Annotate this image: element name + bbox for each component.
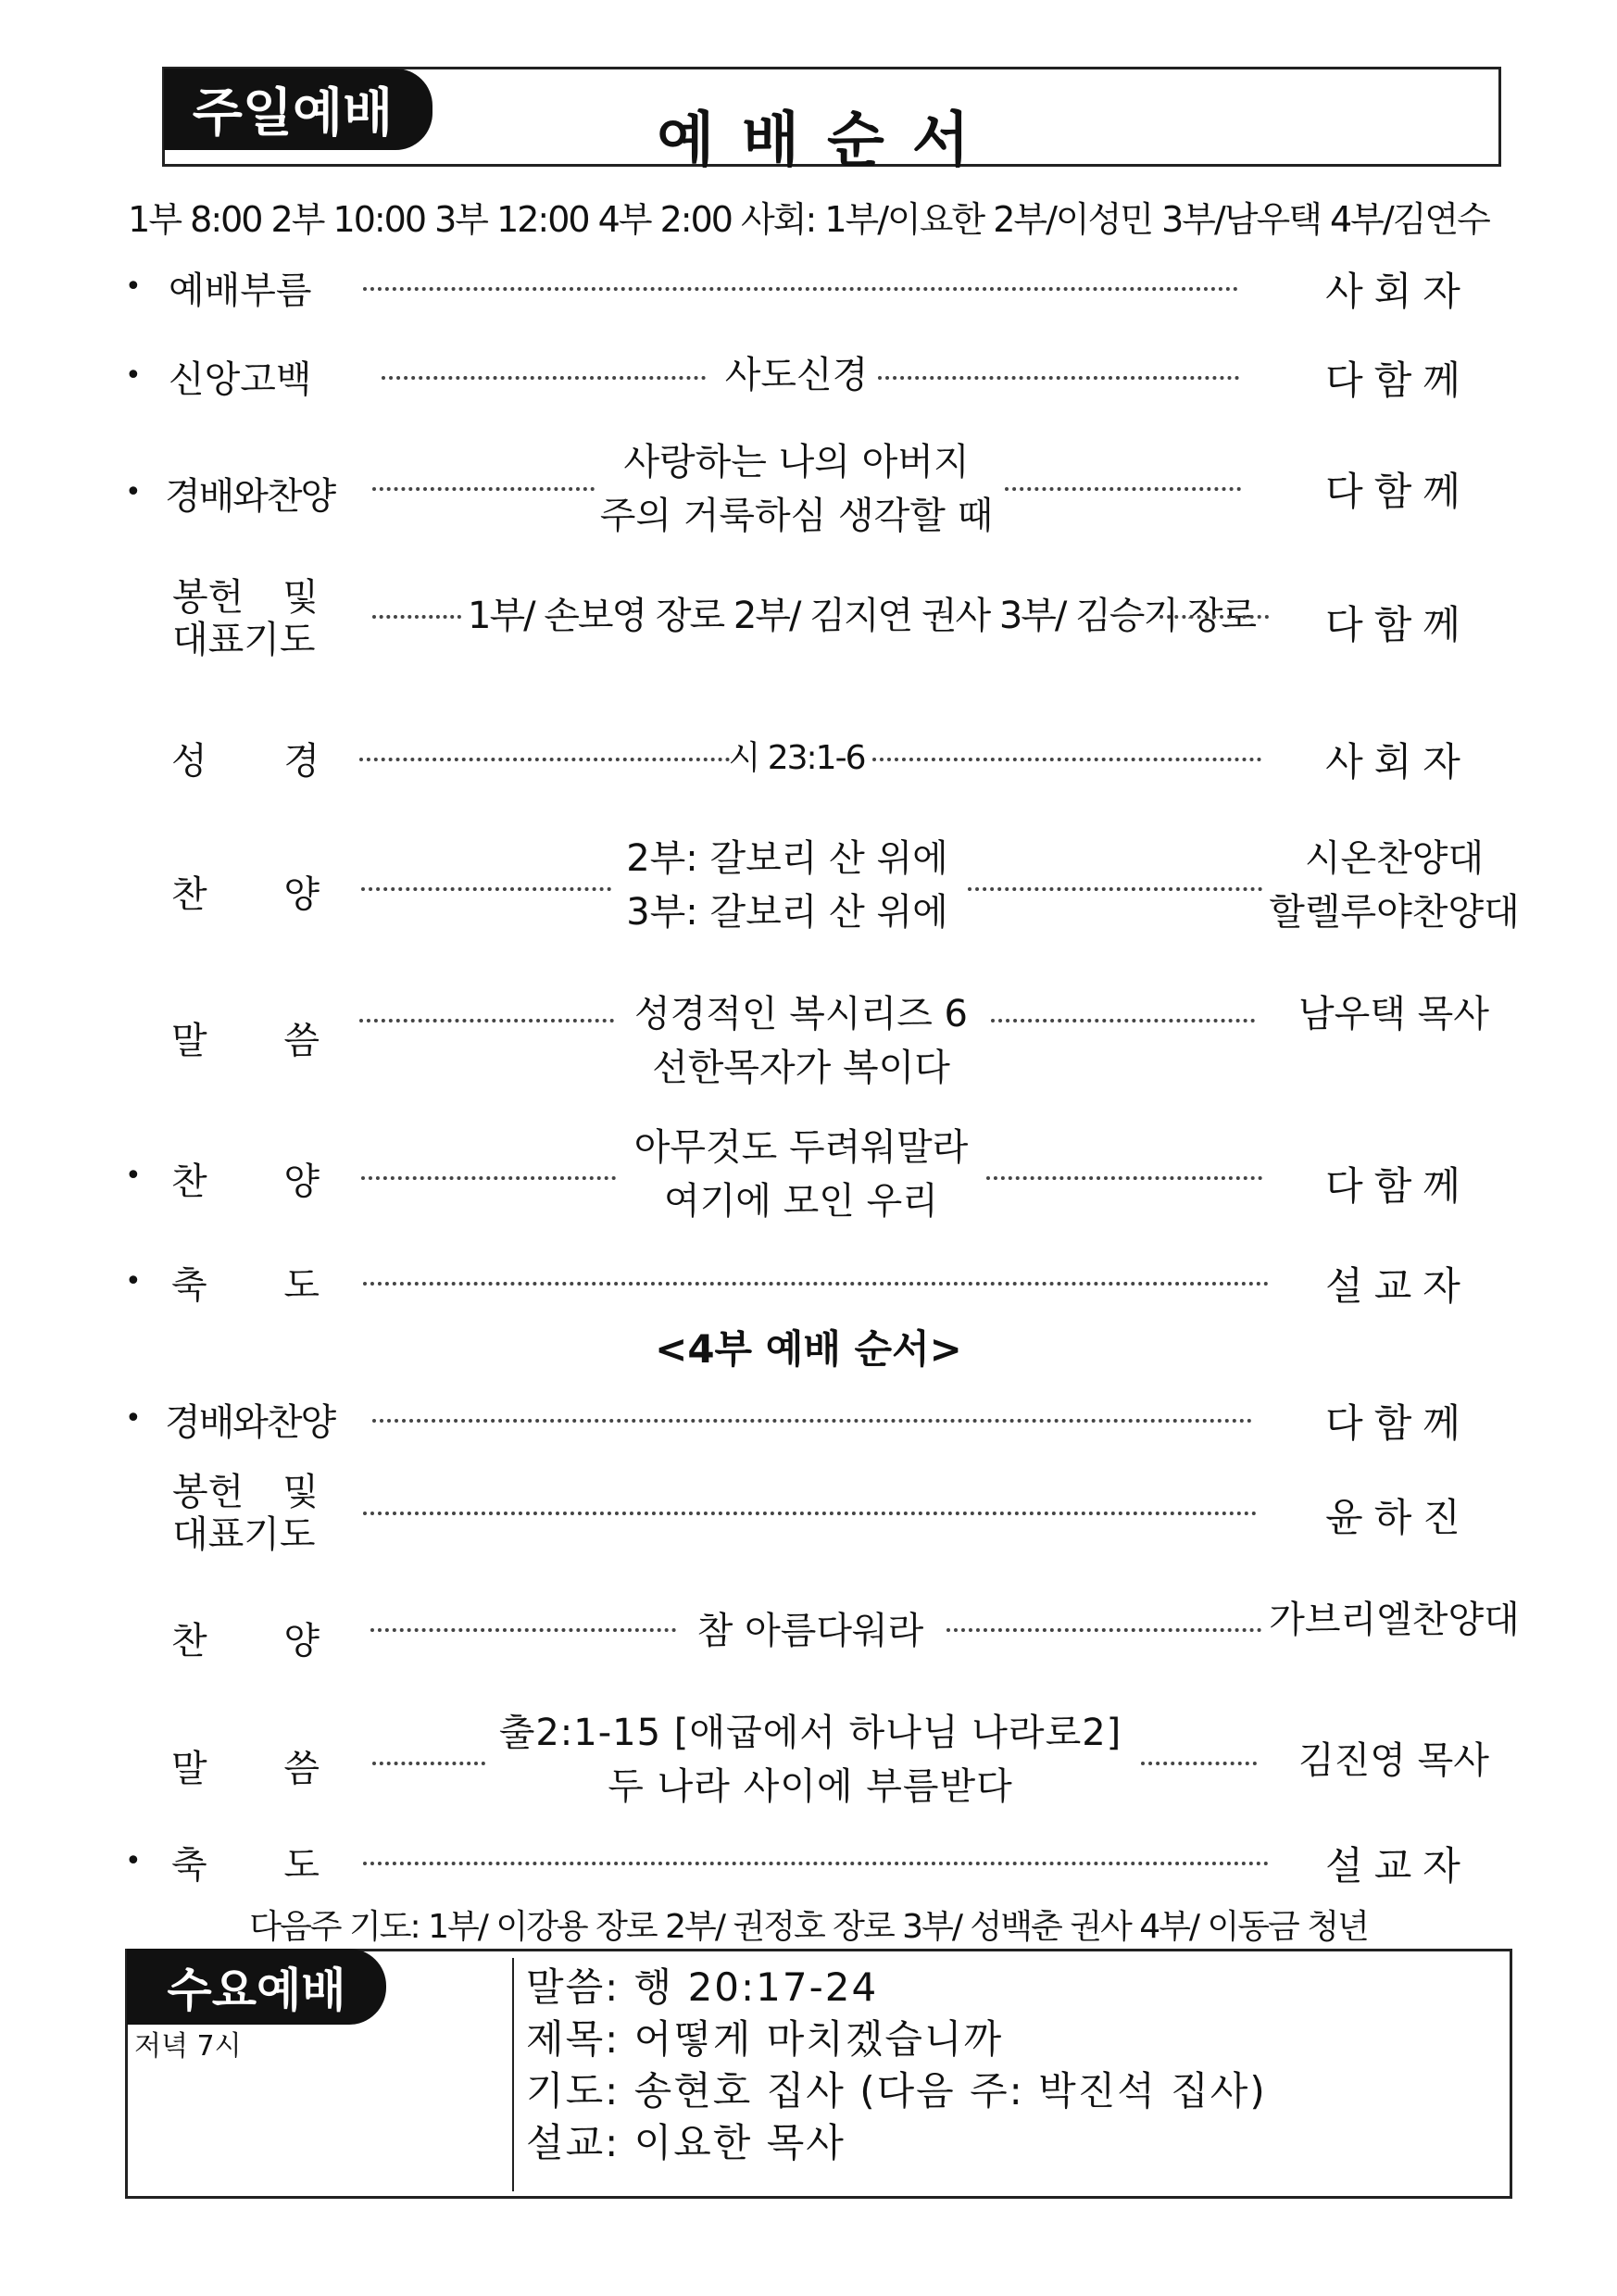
order-content: 시 23:1-6: [728, 739, 865, 777]
bullet: •: [125, 1845, 142, 1877]
bullet: •: [125, 476, 142, 508]
order-label: 축 도: [171, 1844, 320, 1887]
order-label: 경배와찬양: [165, 475, 335, 518]
order-content: 사도신경: [724, 354, 869, 396]
order-content: 참 아름다워라: [696, 1610, 924, 1652]
order-content: [593, 435, 1000, 543]
wednesday-line-prayer: 기도: 송현호 집사 (다음 주: 박진석 집사): [526, 2068, 1267, 2114]
order-label: 경배와찬양: [165, 1401, 335, 1444]
wednesday-service-tag: 수요예배: [127, 1949, 386, 2025]
wednesday-line-preacher: 설교: 이요한 목사: [526, 2120, 846, 2165]
content-line: 아무것도 두려워말라: [633, 1126, 969, 1169]
order-content: [611, 832, 963, 939]
content-line: 여기에 모인 우리: [664, 1180, 938, 1223]
order-content: 1부/ 손보영 장로 2부/ 김지연 권사 3부/ 김승기 장로: [468, 595, 1256, 637]
divider: [512, 1958, 514, 2191]
dotted-leader: [363, 1282, 1269, 1286]
dotted-leader: [370, 1628, 676, 1632]
dotted-leader: [878, 376, 1239, 380]
order-label: 말 씀: [171, 1020, 320, 1062]
dotted-leader: [359, 758, 730, 761]
content-line: 사랑하는 나의 아버지: [623, 441, 970, 483]
dotted-leader: [361, 887, 611, 891]
leader-line: 시온찬양대: [1304, 837, 1485, 880]
order-label: 찬 양: [171, 1161, 320, 1203]
bullet: •: [125, 359, 142, 392]
dotted-leader: [1005, 487, 1241, 491]
order-label: 찬 양: [171, 873, 320, 916]
dotted-leader: [872, 758, 1261, 761]
sunday-service-tag: 주일예배: [164, 69, 432, 150]
order-leader: 다함께: [1325, 469, 1472, 514]
order-content: [486, 1706, 1134, 1813]
dotted-leader: [363, 287, 1238, 291]
leader-line: 할렐루야찬양대: [1269, 891, 1520, 934]
wednesday-line-scripture: 말씀: 행 20:17-24: [526, 1964, 879, 2010]
bullet: •: [125, 1265, 142, 1298]
bullet: •: [125, 1160, 142, 1192]
next-week-prayer: 다음주 기도: 1부/ 이강용 장로 2부/ 권정호 장로 3부/ 성백춘 권사 4부/ 이동금 청년: [249, 1908, 1368, 1946]
content-line: 3부: 갈보리 산 위에: [626, 891, 948, 934]
dotted-leader: [363, 1862, 1269, 1865]
wednesday-time: 저녁 7시: [134, 2030, 242, 2063]
dotted-leader: [968, 887, 1262, 891]
order-content: [616, 1121, 986, 1228]
dotted-leader: [361, 1176, 616, 1180]
fourth-service-title: <4부 예배 순서>: [655, 1326, 962, 1372]
order-leader: 설교자: [1325, 1843, 1472, 1888]
dotted-leader: [1159, 615, 1269, 619]
order-leader: 다함께: [1325, 602, 1472, 647]
service-schedule: 1부 8:00 2부 10:00 3부 12:00 4부 2:00 사회: 1부/이요한 2부/이성민 3부/남우택 4부/김연수: [128, 199, 1489, 240]
order-leader: 설교자: [1325, 1263, 1472, 1309]
dotted-leader: [359, 1019, 614, 1023]
dotted-leader: [986, 1176, 1262, 1180]
order-leader: 다함께: [1325, 1400, 1472, 1446]
content-line: 2부: 갈보리 산 위에: [626, 837, 948, 880]
order-label: 말 씀: [171, 1748, 320, 1790]
dotted-leader: [382, 376, 706, 380]
order-leader: 윤하진: [1325, 1495, 1472, 1540]
order-leader: 다함께: [1325, 1163, 1472, 1209]
order-leader: [1267, 832, 1522, 939]
dotted-leader: [991, 1019, 1255, 1023]
order-label: 봉헌 및 대표기도: [172, 1471, 319, 1556]
dotted-leader: [372, 487, 595, 491]
dotted-leader: [1141, 1762, 1257, 1765]
order-label: 성 경: [171, 740, 320, 783]
order-label: 찬 양: [171, 1620, 320, 1662]
page-title: 예배순서: [657, 107, 997, 175]
bullet: •: [125, 270, 142, 303]
order-label: 축 도: [171, 1264, 320, 1307]
content-line: 주의 거룩하심 생각할 때: [599, 495, 994, 537]
order-leader: 사회자: [1325, 269, 1472, 314]
content-line: 선한목자가 복이다: [652, 1047, 950, 1089]
wednesday-details: [526, 1962, 1267, 2169]
order-leader: 다함께: [1325, 358, 1472, 403]
order-label: 신앙고백: [169, 358, 312, 401]
dotted-leader: [372, 615, 461, 619]
order-label: 봉헌 및 대표기도: [172, 576, 319, 661]
order-leader: 김진영 목사: [1298, 1739, 1489, 1782]
wednesday-line-title: 제목: 어떻게 마치겠습니까: [526, 2016, 1004, 2062]
order-label: 예배부름: [169, 270, 312, 312]
order-leader: 남우택 목사: [1298, 993, 1489, 1035]
order-content: [616, 987, 986, 1095]
dotted-leader: [363, 1512, 1257, 1515]
content-line: 성경적인 복시리즈 6: [634, 993, 968, 1035]
content-line: 두 나라 사이에 부름받다: [608, 1765, 1013, 1808]
dotted-leader: [372, 1762, 485, 1765]
order-leader: 가브리엘찬양대: [1269, 1599, 1520, 1641]
bullet: •: [125, 1402, 142, 1435]
dotted-leader: [372, 1419, 1252, 1423]
dotted-leader: [946, 1628, 1261, 1632]
order-leader: 사회자: [1325, 739, 1472, 784]
content-line: 출2:1-15 [애굽에서 하나님 나라로2]: [498, 1712, 1122, 1754]
